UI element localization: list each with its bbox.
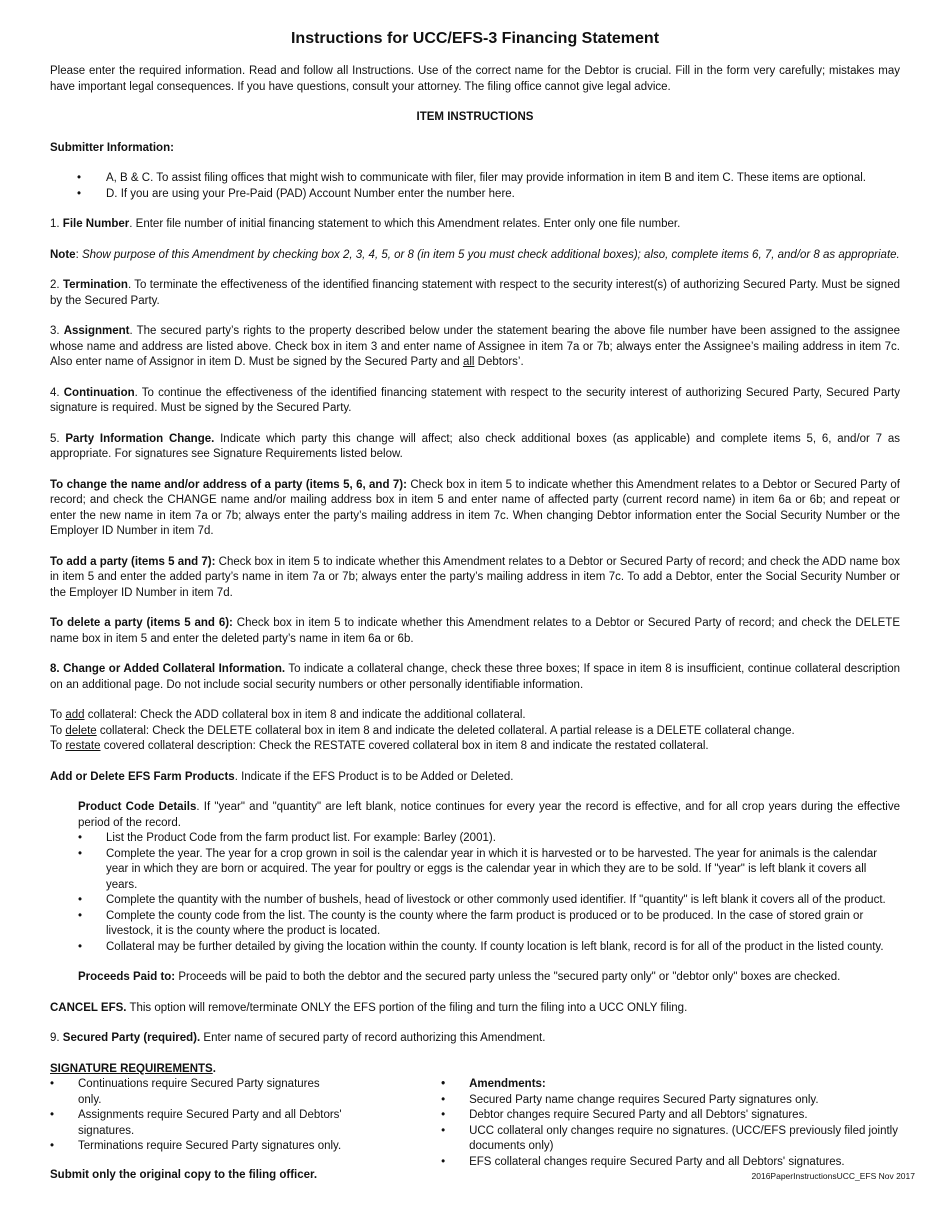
item-2-termination: 2. Termination. To terminate the effectiveness of the identified financing statement with respect to the security interest(s) of authorizing Secured Party. Must be signed by the Secured Party. — [50, 279, 900, 307]
delete-party-paragraph: To delete a party (items 5 and 6): Check box in item 5 to indicate whether this Amendment relates to a Debtor or Secured Party of record; and check the DELETE name box in item 5 and enter the deleted party’s name in item 6a or 6b. — [50, 617, 900, 645]
collateral-lines — [50, 708, 900, 755]
signature-requirements — [50, 1077, 900, 1170]
efs-farm-products: Add or Delete EFS Farm Products. Indicate if the EFS Product is to be Added or Deleted. — [50, 770, 514, 783]
footer-submit-note: Submit only the original copy to the filing officer. — [50, 1169, 318, 1181]
item-5-party-info-change: 5. Party Information Change. Indicate which party this change will affect; also check additional boxes (as applicable) and complete items 5, 6, and/or 7 as appropriate. For signatures see Signature Requirements listed below. — [50, 432, 900, 460]
list-item: • Assignments require Secured Party and all Debtors' signatures. — [50, 1108, 346, 1139]
list-item: • Complete the county code from the list. The county is the county where the farm product is produced or to be produced. In the case of stored grain or livestock, it is the county where the product is located. — [78, 909, 900, 940]
item-3-assignment: 3. Assignment. The secured party’s rights to the property described below under the statement bearing the above file number have been assigned to the assignee whose name and address are listed above. Check box in item 3 and enter name of Assignee in item 7a or 7b; always enter the Assignee’s mailing address in item 7c. Also enter name of Assignor in item D. Must be signed by the Secured Party and all Debtors’. — [50, 325, 900, 368]
list-item: • D. If you are using your Pre-Paid (PAD) Account Number enter the number here. — [50, 187, 900, 203]
proceeds-paid-to: Proceeds Paid to: Proceeds will be paid to both the debtor and the secured party unless the "secured party only" or "debtor only" boxes are checked. — [78, 971, 841, 983]
instructions-page — [50, 28, 900, 1180]
page-footer — [50, 1168, 915, 1184]
list-item: • UCC collateral only changes require no signatures. (UCC/EFS previously filed jointly documents only) — [441, 1124, 900, 1155]
amendments-heading: • Amendments: — [441, 1077, 900, 1093]
collateral-restate-line: To restate covered collateral description: Check the RESTATE covered collateral box in item 8 and indicate the restated collateral. — [50, 740, 709, 752]
item-4-continuation: 4. Continuation. To continue the effectiveness of the identified financing statement with respect to the security interest of authorizing Secured Party, Secured Party signature is required. Must be signed by the Secured Party. — [50, 386, 900, 414]
collateral-delete-line: To delete collateral: Check the DELETE collateral box in item 8 and indicate the deleted collateral. A partial release is a DELETE collateral change. — [50, 724, 795, 737]
submitter-heading: Submitter Information: — [50, 141, 174, 154]
product-code-list — [78, 831, 900, 955]
list-item: • A, B & C. To assist filing offices that might wish to communicate with filer, filer may provide information in item B and item C. These items are optional. — [50, 171, 900, 187]
list-item: • Complete the quantity with the number of bushels, head of livestock or other commonly used identifier. If "quantity" is left blank it covers all of the product. — [78, 893, 900, 909]
signature-right-column — [356, 1077, 900, 1170]
item-8-collateral: 8. Change or Added Collateral Information. To indicate a collateral change, check these three boxes; If space in item 8 is insufficient, continue collateral description on an additional page. Do not include social security numbers or other personally identifiable information. — [50, 663, 901, 691]
note-paragraph: Note: Show purpose of this Amendment by checking box 2, 3, 4, 5, or 8 (in item 5 you must check additional boxes); also, complete items 6, 7, and/or 8 as appropriate. — [50, 248, 900, 261]
list-item: • Complete the year. The year for a crop grown in soil is the calendar year in which it is harvested or to be harvested. The year for animals is the calendar year in which they are born or acquired. The year for poultry or eggs is the calendar year in which they are to be sold. If "year" is left blank it covers all years. — [78, 847, 900, 894]
cancel-efs: CANCEL EFS. This option will remove/terminate ONLY the EFS portion of the filing and turn the filing into a UCC ONLY filing. — [50, 1001, 688, 1014]
add-party-paragraph: To add a party (items 5 and 7): Check box in item 5 to indicate whether this Amendment relates to a Debtor or Secured Party of record; and check the ADD name box in item 5 and enter the added party’s name in item 7a or 7b; always enter the party’s mailing address in item 7c. To add a Debtor, enter the Social Security Number or the Employer ID Number in item 7d. — [50, 555, 900, 599]
signature-heading: SIGNATURE REQUIREMENTS. — [50, 1062, 216, 1075]
page-title: Instructions for UCC/EFS-3 Financing Statement — [290, 30, 660, 47]
submitter-list — [50, 171, 900, 202]
collateral-add-line: To add collateral: Check the ADD collateral box in item 8 and indicate the additional collateral. — [50, 709, 526, 721]
list-item: • List the Product Code from the farm product list. For example: Barley (2001). — [78, 831, 900, 847]
list-item: • EFS collateral changes require Secured Party and all Debtors' signatures. — [441, 1155, 900, 1171]
list-item: • Secured Party name change requires Secured Party signatures only. — [441, 1093, 900, 1109]
list-item: • Debtor changes require Secured Party and all Debtors' signatures. — [441, 1108, 900, 1124]
item-1-file-number: 1. File Number. Enter file number of initial financing statement to which this Amendment relates. Enter only one file number. — [50, 218, 681, 230]
item-9-secured-party: 9. Secured Party (required). Enter name of secured party of record authorizing this Amendment. — [50, 1032, 546, 1044]
list-item: • Terminations require Secured Party signatures only. — [50, 1139, 346, 1155]
list-item: • Continuations require Secured Party signatures only. — [50, 1077, 346, 1108]
intro-paragraph: Please enter the required information. Read and follow all Instructions. Use of the correct name for the Debtor is crucial. Fill in the form very carefully; mistakes may have important legal consequences. If you have questions, consult your attorney. The filing office cannot give legal advice. — [50, 65, 900, 93]
product-code-section — [50, 800, 900, 986]
footer-form-id: 2016PaperInstructionsUCC_EFS Nov 2017 — [751, 1171, 915, 1181]
list-item: • Collateral may be further detailed by giving the location within the county. If county location is left blank, record is for all of the product in the listed county. — [78, 940, 900, 956]
signature-left-column — [50, 1077, 356, 1170]
item-instructions-heading: ITEM INSTRUCTIONS — [416, 111, 534, 123]
change-party-paragraph: To change the name and/or address of a party (items 5, 6, and 7): Check box in item 5 to indicate whether this Amendment relates to a Debtor or Secured Party of record; and check the CHANGE name and/or mailing address box in item 5 and enter name of affected party (current record name) in item 6a or 6b; and repeat or enter the new name in item 7a or 7b; always enter the party’s mailing address in item 7c. When changing Debtor information enter the Social Security Number or the Employer ID Number in item 7d. — [50, 478, 900, 537]
product-code-details: Product Code Details. If "year" and "quantity" are left blank, notice continues for every year the record is effective, and for all crop years during the effective period of the record. — [78, 801, 900, 829]
